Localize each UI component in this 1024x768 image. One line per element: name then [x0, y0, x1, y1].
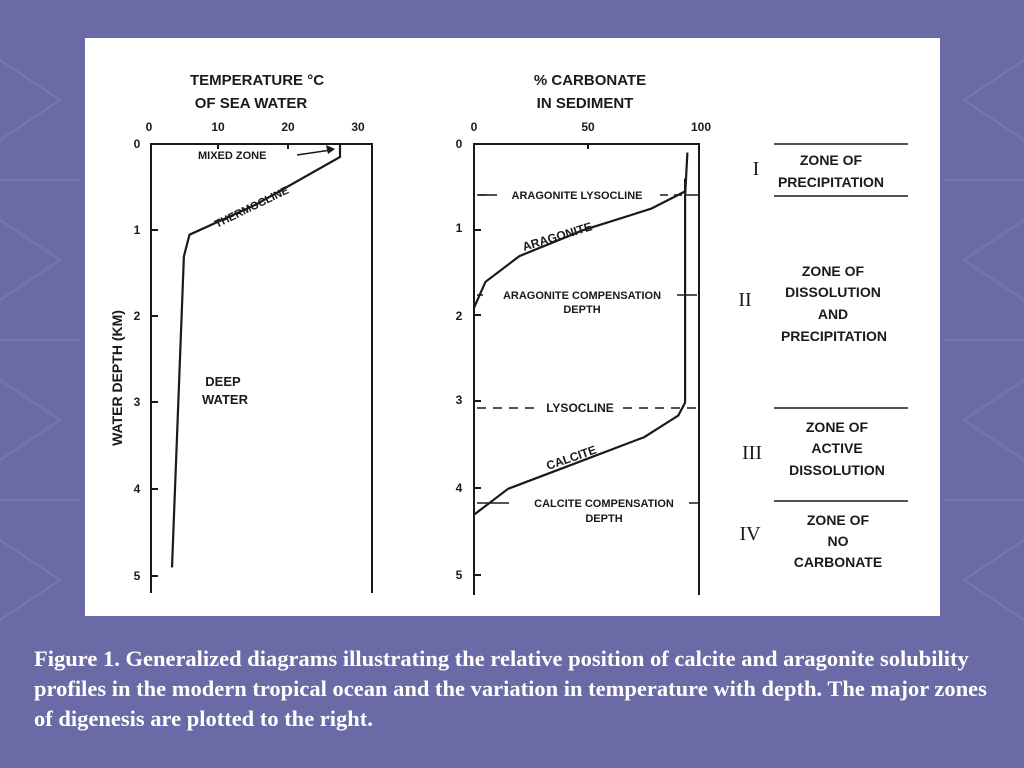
lysocline-label: LYSOCLINE	[546, 401, 614, 415]
temperature-title-line-1: TEMPERATURE °C	[189, 72, 325, 89]
carbonate-axis-frame	[474, 144, 699, 595]
deep-water-label-line-2: WATER	[202, 392, 248, 407]
temperature-x-tick-label: 20	[281, 120, 295, 134]
zone-4	[739, 512, 882, 570]
depth-axis-label: WATER DEPTH (KM)	[109, 310, 125, 446]
carbonate-axis-ticks	[474, 144, 588, 575]
carbonate-y-tick-label: 1	[455, 221, 463, 235]
temperature-y-tick-label: 1	[133, 223, 141, 237]
zone-4-numeral: IV	[739, 523, 761, 545]
deep-water-label-line-1: DEEP	[205, 374, 241, 389]
temperature-y-tick-label: 0	[133, 137, 141, 151]
figure-caption: Figure 1. Generalized diagrams illustrating the relative position of calcite and aragonite solubility profiles in the modern tropical ocean and the variation in temperature with depth. The major zones of digenesis are plotted to the right.	[34, 646, 987, 731]
temperature-y-tick-label: 5	[133, 569, 141, 583]
calcite-compensation-label-line-1: CALCITE COMPENSATION	[534, 498, 674, 510]
zone-4-label-line-1: ZONE OF	[806, 512, 870, 528]
temperature-axis-ticks	[151, 144, 288, 576]
zone-1	[753, 152, 884, 190]
carbonate-y-tick-label: 0	[455, 137, 463, 151]
calcite-compensation-label-line-2: DEPTH	[585, 513, 623, 525]
carbonate-x-tick-label: 100	[690, 120, 712, 134]
carbonate-title-line-1: % CARBONATE	[533, 72, 647, 89]
temperature-y-tick-label: 4	[133, 482, 141, 496]
zone-2-label-line-4: PRECIPITATION	[780, 328, 888, 344]
zone-3	[742, 419, 885, 478]
carbonate-chart	[456, 72, 712, 595]
zone-2-label-line-2: DISSOLUTION	[785, 284, 881, 300]
temperature-x-tick-label: 10	[211, 120, 225, 134]
temperature-axis-frame	[151, 144, 372, 593]
thermocline-label: THERMOCLINE	[213, 184, 291, 231]
mixed-zone-label: MIXED ZONE	[198, 150, 267, 162]
mixed-zone-arrow	[297, 150, 331, 155]
zone-2-label-line-1: ZONE OF	[801, 263, 865, 279]
zone-2	[738, 263, 887, 344]
temperature-y-ticks	[134, 137, 141, 583]
zone-4-label-line-2: NO	[827, 533, 849, 549]
temperature-chart	[109, 72, 372, 593]
zone-2-label-line-3: AND	[817, 306, 849, 322]
calcite-curve-label: CALCITE	[544, 442, 599, 473]
aragonite-compensation-label-line-1: ARAGONITE COMPENSATION	[502, 290, 662, 302]
zone-1-label-line-2: PRECIPITATION	[777, 174, 885, 190]
carbonate-y-tick-label: 3	[455, 393, 463, 407]
zone-3-numeral: III	[742, 442, 762, 464]
carbonate-y-ticks	[456, 137, 463, 582]
zone-2-numeral: II	[738, 289, 752, 311]
temperature-y-tick-label: 3	[133, 395, 141, 409]
zone-1-numeral: I	[752, 158, 760, 180]
temperature-title-line-2: OF SEA WATER	[194, 95, 308, 112]
figure-panel	[85, 38, 940, 616]
zone-4-label-line-3: CARBONATE	[793, 554, 883, 570]
aragonite-compensation-label-line-2: DEPTH	[563, 304, 601, 316]
figure-svg	[85, 38, 940, 616]
carbonate-x-tick-label: 50	[581, 120, 595, 134]
carbonate-y-tick-label: 5	[455, 568, 463, 582]
carbonate-y-tick-label: 4	[455, 481, 463, 495]
temperature-x-ticks	[146, 120, 365, 134]
aragonite-lysocline-label: ARAGONITE LYSOCLINE	[511, 190, 643, 202]
zone-1-label-line-1: ZONE OF	[799, 152, 863, 168]
carbonate-title-line-2: IN SEDIMENT	[536, 95, 634, 112]
carbonate-y-tick-label: 2	[455, 309, 463, 323]
zones-panel	[738, 144, 908, 570]
carbonate-x-ticks	[471, 120, 712, 134]
temperature-y-tick-label: 2	[133, 309, 141, 323]
arrowhead-icon	[326, 145, 335, 154]
zone-3-label-line-1: ZONE OF	[805, 419, 869, 435]
temperature-x-tick-label: 0	[145, 120, 153, 134]
aragonite-curve-label: ARAGONITE	[520, 219, 594, 254]
zone-3-label-line-2: ACTIVE	[811, 440, 863, 456]
zone-3-label-line-3: DISSOLUTION	[789, 462, 885, 478]
temperature-x-tick-label: 30	[351, 120, 365, 134]
carbonate-x-tick-label: 0	[470, 120, 478, 134]
